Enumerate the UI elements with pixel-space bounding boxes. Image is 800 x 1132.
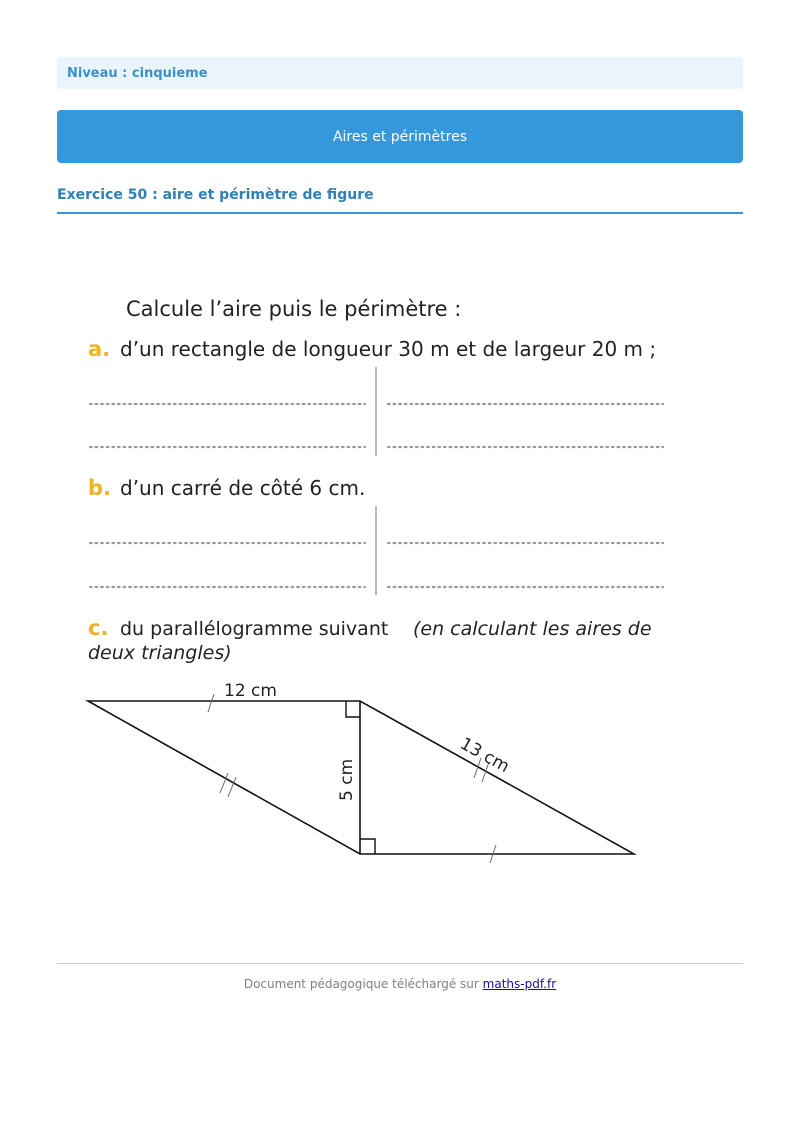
- part-c-italic-1: (en calculant les aires de: [413, 618, 652, 640]
- instruction-text: Calcule l’aire puis le périmètre :: [126, 297, 462, 321]
- label-top-side: 12 cm: [224, 681, 277, 701]
- part-a-marker: a.: [88, 337, 111, 361]
- part-b-marker: b.: [88, 476, 112, 500]
- exercise-heading: Exercice 50 : aire et périmètre de figure: [57, 187, 374, 203]
- part-b-text: d’un carré de côté 6 cm.: [120, 476, 366, 500]
- part-a-text: d’un rectangle de longueur 30 m et de largeur 20 m ;: [120, 337, 657, 361]
- footer: [0, 977, 800, 991]
- label-diagonal: 13 cm: [456, 733, 513, 778]
- footer-text: Document pédagogique téléchargé sur: [243, 977, 479, 991]
- footer-link[interactable]: maths-pdf.fr: [482, 977, 557, 991]
- answer-area-b: [90, 506, 663, 595]
- level-label: Niveau : cinquieme: [67, 66, 208, 81]
- page-title: Aires et périmètres: [57, 110, 743, 163]
- part-c-marker: c.: [88, 616, 109, 640]
- right-angle-mark-top: [346, 701, 360, 717]
- right-angle-mark-bottom: [360, 839, 375, 854]
- part-c-italic-2: deux triangles): [88, 642, 232, 664]
- answer-area-a: [90, 367, 663, 456]
- footer-divider: [57, 963, 743, 964]
- parallelogram-figure: [88, 694, 634, 863]
- label-height: 5 cm: [337, 758, 357, 801]
- parallelogram-outline: [88, 701, 634, 854]
- part-c-text: du parallélogramme suivant: [120, 618, 389, 640]
